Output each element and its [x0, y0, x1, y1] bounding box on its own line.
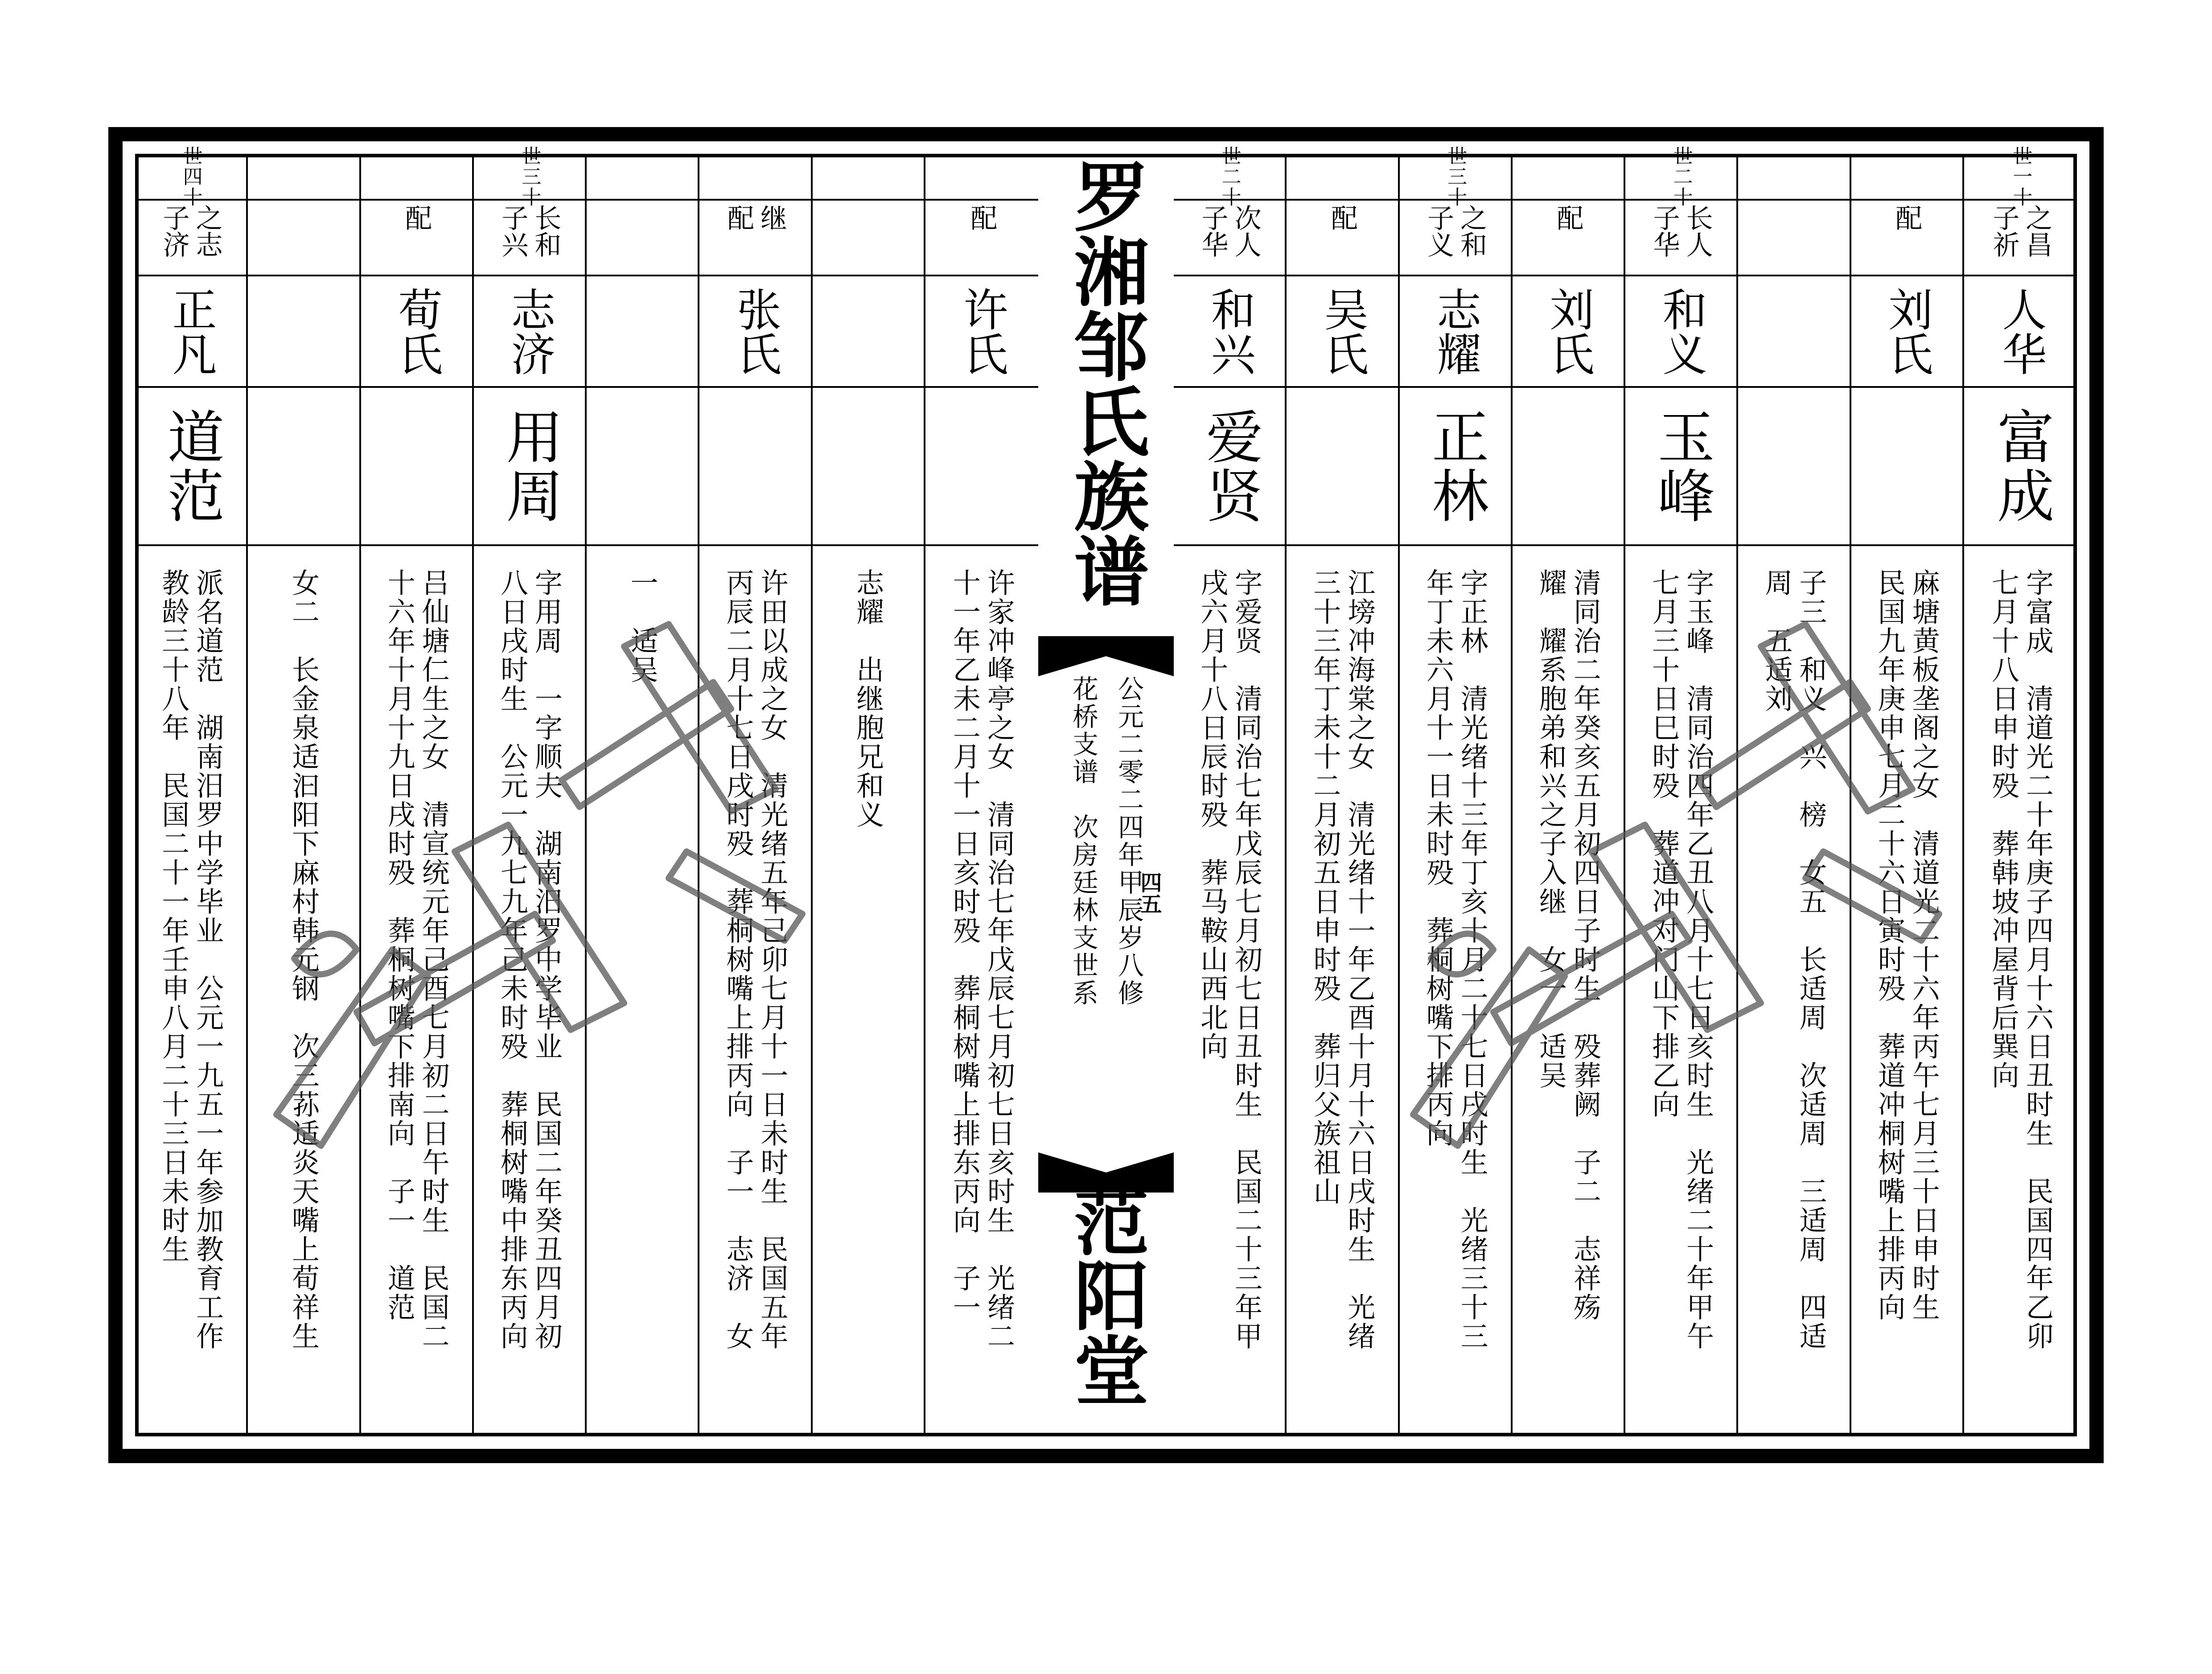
relation-label: 长和 子兴 — [497, 204, 562, 258]
courtesy-name: 玉峰 — [1648, 407, 1715, 525]
biography-text: 吕仙塘仁生之女 清宣统元年己酉七月初二日午时生 民国二 十六年十月十九日戌时殁 葬桐树嘴下排南向 子一 道范 — [383, 568, 450, 1351]
genealogy-title: 罗湘邹氏族谱 — [1062, 158, 1150, 608]
left-page — [135, 145, 1038, 1436]
relation-label: 配 — [1326, 204, 1358, 231]
person-name: 刘氏 — [1881, 287, 1933, 376]
person-name: 许氏 — [956, 287, 1008, 376]
generation-label: 世二十 — [1218, 145, 1241, 207]
courtesy-name: 用周 — [496, 407, 563, 525]
entry-column — [699, 154, 812, 1436]
courtesy-name: 爱贤 — [1196, 407, 1263, 525]
relation-label: 之昌 子祈 — [1988, 204, 2053, 258]
relation-label: 配 — [1552, 204, 1584, 231]
person-name: 和兴 — [1203, 287, 1256, 376]
biography-text: 派名道范 湖南汨罗中学毕业 公元一九五一年参加教育工作 教龄三十八年 民国二十一年壬申八月二十三日未时生 — [157, 568, 224, 1351]
person-name: 志耀 — [1429, 287, 1482, 376]
entry-column — [1851, 154, 1964, 1436]
entry-column — [1964, 145, 2077, 1436]
relation-label: 继 配 — [723, 204, 787, 231]
person-name: 荀氏 — [391, 287, 443, 376]
biography-text: 子三 和义 兴 榜 女五 长适周 次适周 三适周 四适 周 五适刘 — [1760, 568, 1827, 1351]
biography-text: 江塝冲海棠之女 清光绪十一年乙酉十月十六日戌时生 光绪 三十三年丁未十二月初五日申时殁 葬归父族祖山 — [1308, 568, 1376, 1351]
entry-column — [1513, 154, 1625, 1436]
biography-text: 字爱贤 清同治七年戊辰七月初七日丑时生 民国二十三年甲 戌六月十八日辰时殁 葬马鞍山西北向 — [1196, 568, 1263, 1351]
biography-text: 许家冲峰亭之女 清同治七年戊辰七月初七日亥时生 光绪二 十一年乙未二月十一日亥时殁 葬桐树嘴上排东丙向 子一 — [948, 568, 1016, 1351]
biography-text: 许田以成之女 清光绪五年己卯七月十一日未时生 民国五年 丙辰二月十七日戌时殁 葬桐树嘴上排丙向 子一 志济 女 — [721, 568, 789, 1351]
relation-label: 之和 子义 — [1423, 204, 1488, 258]
entry-column — [1174, 145, 1287, 1436]
generation-label: 世一十 — [2009, 145, 2032, 207]
entry-column — [361, 154, 474, 1436]
person-name: 志济 — [503, 287, 556, 376]
relation-label: 之志 子济 — [158, 204, 223, 258]
relation-label: 配 — [1891, 204, 1923, 231]
person-name: 刘氏 — [1542, 287, 1595, 376]
entry-column — [1400, 145, 1513, 1436]
entry-column — [248, 154, 361, 1436]
biography-text: 一 适吴 — [626, 568, 659, 684]
biography-text: 字正林 清光绪十三年丁亥十月二十七日戌时生 光绪三十三 年丁未六月十一日未时殁 葬桐树嘴下排丙向 — [1422, 568, 1489, 1351]
generation-label: 世三十 — [518, 145, 541, 207]
relation-label: 配 — [966, 204, 998, 231]
entry-column — [1287, 154, 1399, 1436]
biography-text: 志耀 出继胞兄和义 — [851, 568, 884, 829]
relation-label: 次人 子华 — [1197, 204, 1262, 258]
person-name: 吴氏 — [1316, 287, 1369, 376]
biography-text: 字玉峰 清同治四年乙丑八月十七日亥时生 光绪二十年甲午 七月三十日巳时殁 葬道冲对门山下排乙向 — [1647, 568, 1715, 1351]
relation-label: 配 — [401, 204, 432, 231]
courtesy-name: 富成 — [1987, 407, 2054, 525]
person-name: 正凡 — [164, 287, 217, 376]
book-spine — [1038, 154, 1174, 1436]
person-name: 张氏 — [729, 287, 781, 376]
generation-label: 世二十 — [1669, 145, 1693, 207]
entry-column — [474, 145, 587, 1436]
edition-note: 公元二零二四年甲辰岁八修 — [1114, 675, 1144, 1007]
page-number: 四五 — [1137, 872, 1162, 914]
biography-text: 麻塘黄板垄阁之女 清道光二十六年丙午七月三十日申时生 民国九年庚申七月二十六日寅时殁 葬道冲桐树嘴上排丙向 — [1873, 568, 1941, 1322]
relation-label: 长人 子华 — [1649, 204, 1713, 258]
entry-column — [813, 154, 925, 1436]
generation-label: 世三十 — [1444, 145, 1467, 207]
courtesy-name: 道范 — [157, 407, 224, 525]
biography-text: 字用周 一字顺夫 湖南汨罗中学毕业 民国二年癸丑四月初 八日戌时生 公元一九七九年己未时殁 葬桐树嘴中排东丙向 — [496, 568, 563, 1351]
entry-column — [925, 154, 1038, 1436]
right-page — [1174, 145, 2077, 1436]
entry-column — [135, 145, 248, 1436]
person-name: 人华 — [1994, 287, 2047, 376]
courtesy-name: 正林 — [1422, 407, 1489, 525]
entry-column — [587, 154, 699, 1436]
generation-label: 世四十 — [179, 145, 202, 207]
biography-text: 清同治二年癸亥五月初四日子时生 殁葬阙 子二 志祥殇 耀 耀系胞弟和兴之子入继 女一 适吴 — [1534, 568, 1602, 1322]
biography-text: 女二 长金泉适汩阳下麻村韩元钢 次三荪适炎天嘴上荀祥生 — [287, 568, 320, 1351]
entry-column — [1625, 145, 1738, 1436]
person-name: 和义 — [1655, 287, 1707, 376]
hall-name: 范阳堂 — [1062, 1182, 1150, 1407]
biography-text: 字富成 清道光二十年庚子四月十六日丑时生 民国四年乙卯 七月十八日申时殁 葬韩坡冲屋背后巽向 — [1987, 568, 2054, 1351]
entry-column — [1738, 154, 1851, 1436]
fish-tail-mark-top — [1038, 636, 1174, 676]
branch-subtitle: 花桥支谱 次房廷林支世系 — [1068, 675, 1098, 1007]
